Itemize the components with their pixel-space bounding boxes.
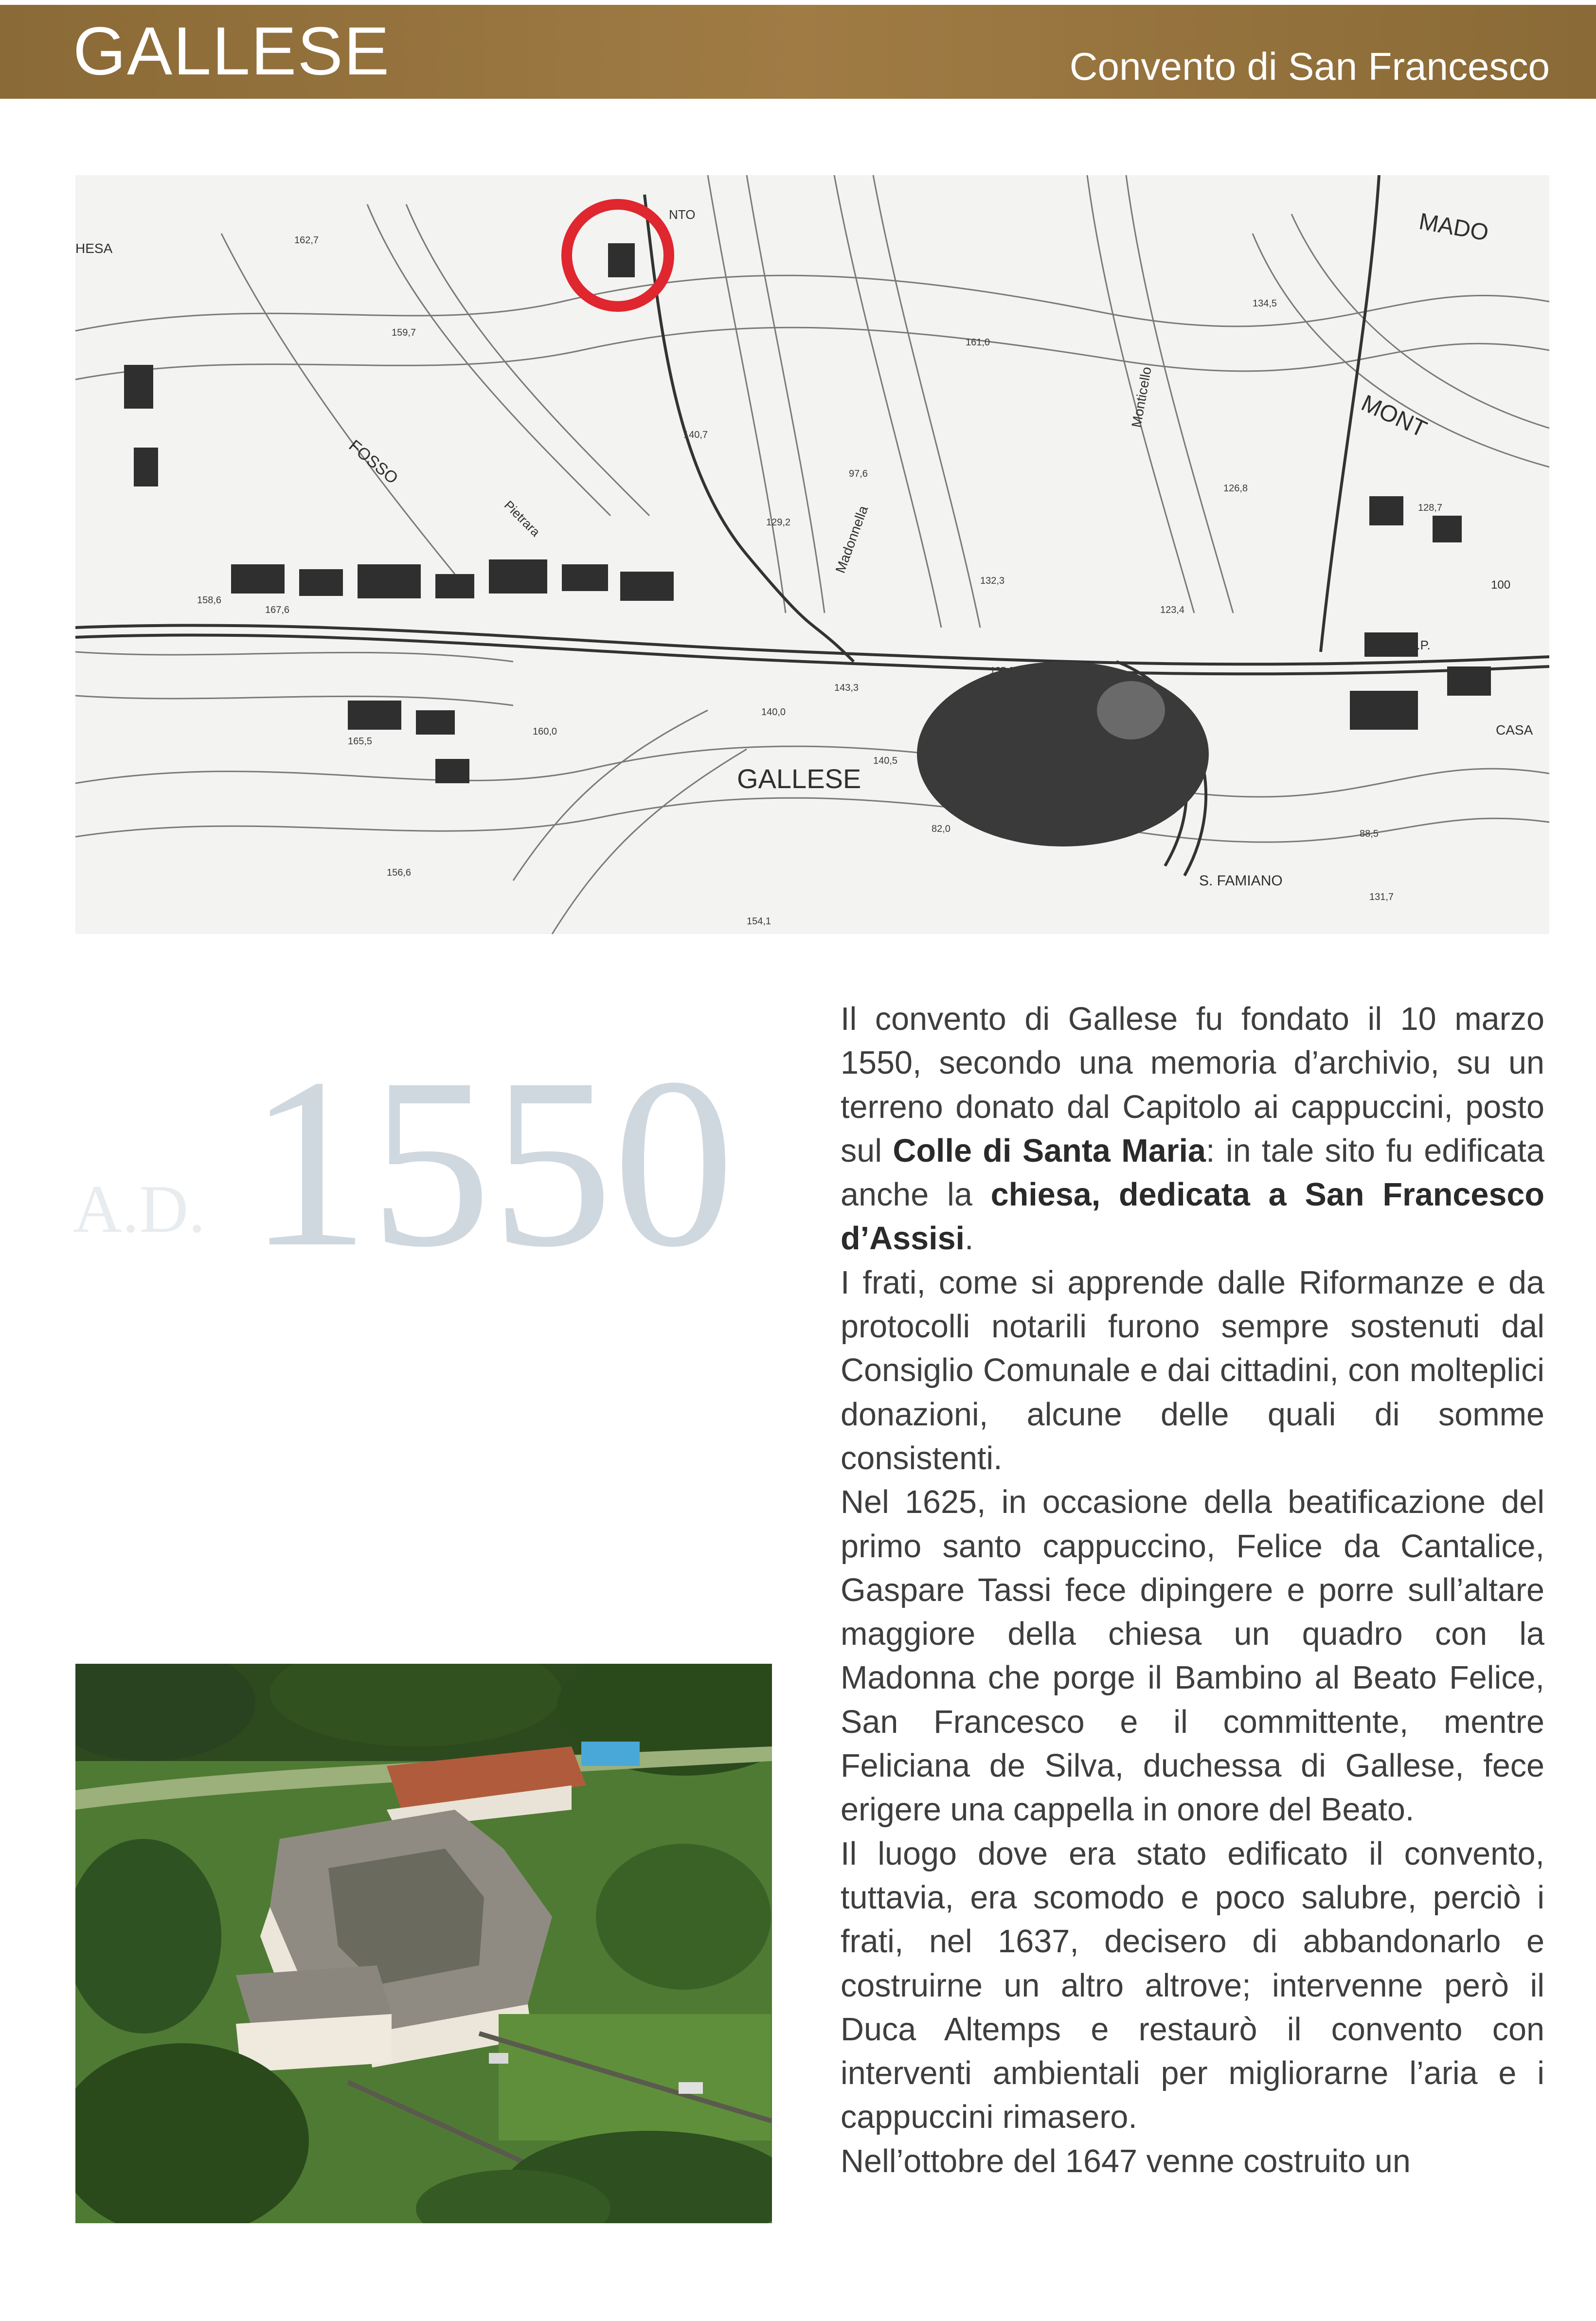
map-label-monte: MONT	[1357, 390, 1431, 443]
map-label-madonna: MADO	[1417, 208, 1491, 246]
map-elevation: 140,0	[761, 707, 786, 718]
map-elevation: 159,7	[392, 327, 416, 338]
map-label-casa: CASA	[1496, 722, 1533, 738]
map-label-elev-100: 100	[1491, 578, 1511, 592]
page-subtitle: Convento di San Francesco	[1069, 45, 1550, 88]
map-label-town: GALLESE	[737, 763, 861, 794]
map-elevation: 129,2	[766, 517, 791, 528]
map-elevation: 160,0	[533, 726, 557, 737]
map-label-sp: S.P.	[1408, 638, 1431, 652]
aerial-photo-convent	[75, 1664, 772, 2223]
article-body	[841, 997, 1544, 2183]
bold-colle: Colle di Santa Maria	[893, 1133, 1206, 1169]
map-elevation: 158,6	[197, 595, 222, 606]
map-elevation: 82,0	[932, 824, 950, 834]
map-label-nto: NTO	[669, 207, 696, 222]
map-elevation: 161,0	[966, 337, 990, 348]
map-elevation: 167,6	[265, 605, 290, 615]
paragraph-2: I frati, come si apprende dalle Riformanze e da protocolli notarili furono sempre sostenuti dal Consiglio Comunale e dai cittadini, con molteplici donazioni, alcune delle quali di somme consistenti.	[841, 1264, 1544, 1476]
map-label-famiano: S. FAMIANO	[1199, 873, 1283, 889]
topographic-map	[75, 175, 1549, 934]
map-elevation: 134,5	[1253, 298, 1277, 309]
paragraph-1: Il convento di Gallese fu fondato il 10 marzo 1550, secondo una memoria d’archivio, su un terreno donato dal Capitolo ai cappuccini, posto sul Colle di Santa Maria: in tale sito fu edificata anche la chiesa, dedicata a San Francesco d’Assisi.	[841, 1001, 1544, 1257]
map-elevation: 154,1	[747, 916, 771, 927]
map-elevation: 143,3	[834, 683, 859, 693]
map-elevation: 132,3	[980, 576, 1005, 586]
map-elevation: 131,7	[1369, 892, 1394, 902]
map-elevation: 140,5	[873, 756, 898, 766]
paragraph-3: Nel 1625, in occasione della beatificazione del primo santo cappuccino, Felice da Cantalice, Gaspare Tassi fece dipingere e porre sull’altare maggiore della chiesa un quadro con la Madonna che porge il Bambino al Beato Felice, San Francesco e il committente, mentre Feliciana de Silva, duchessa di Gallese, fece erigere una cappella in onore del Beato.	[841, 1484, 1544, 1828]
year-heading	[73, 1028, 778, 1297]
bold-chiesa: chiesa, dedicata a San Francesco d’Assisi	[841, 1177, 1544, 1257]
map-elevation: 135,0	[990, 666, 1015, 676]
map-elevation: 128,7	[1418, 503, 1443, 513]
map-label-madonnella: Madonnella	[832, 504, 871, 576]
map-elevation: 162,7	[294, 235, 319, 246]
map-label-monticello: Monticello	[1129, 365, 1154, 429]
paragraph-5: Nell’ottobre del 1647 venne costruito un	[841, 2143, 1411, 2179]
map-elevation: 88,5	[1360, 828, 1379, 839]
map-elevation: 165,5	[348, 736, 373, 747]
map-elevation: 97,6	[849, 468, 868, 479]
map-label-hesa: HESA	[75, 241, 113, 256]
map-label-fosso: FOSSO	[345, 436, 402, 488]
map-elevation: 123,4	[1160, 605, 1185, 615]
map-label-pietrara: Pietrara	[501, 498, 543, 540]
year-prefix: A.D.	[73, 1171, 206, 1247]
header-bar	[0, 5, 1596, 99]
year-number: 1550	[248, 1028, 735, 1297]
page-title: GALLESE	[73, 13, 391, 89]
map-elevation: 126,8	[1223, 483, 1248, 494]
map-elevation: 140,7	[683, 430, 708, 440]
map-elevation: 156,6	[387, 867, 412, 878]
paragraph-4: Il luogo dove era stato edificato il convento, tuttavia, era scomodo e poco salubre, perciò i frati, nel 1637, decisero di abbandonarlo e costruirne un altro altrove; intervenne però il Duca Altemps e restaurò il convento con interventi ambientali per migliorarne l’aria e i cappuccini rimasero.	[841, 1835, 1544, 2136]
